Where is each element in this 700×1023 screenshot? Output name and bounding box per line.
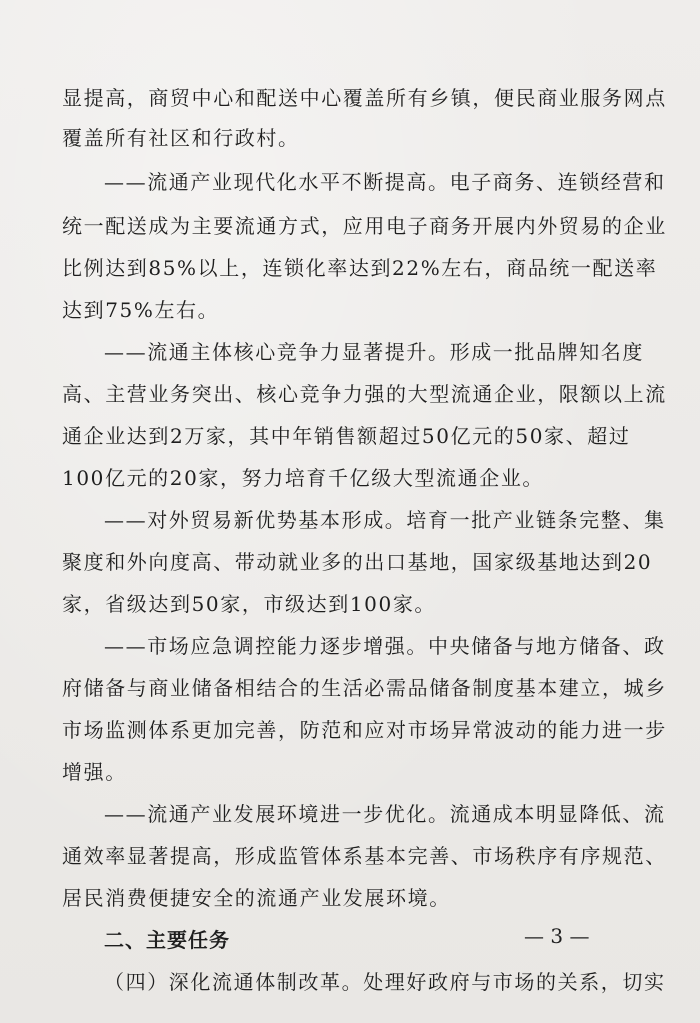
text-line: 市场监测体系更加完善，防范和应对市场异常波动的能力进一步 (62, 718, 667, 742)
text-line: ——流通产业现代化水平不断提高。电子商务、连锁经营和 (104, 170, 666, 194)
text-line: 比例达到85%以上，连锁化率达到22%左右，商品统一配送率 (62, 256, 658, 280)
text-line: ——对外贸易新优势基本形成。培育一批产业链条完整、集 (104, 508, 666, 532)
text-line: 家，省级达到50家，市级达到100家。 (62, 592, 437, 616)
text-line: ——流通产业发展环境进一步优化。流通成本明显降低、流 (104, 802, 666, 826)
text-line: 100亿元的20家，努力培育千亿级大型流通企业。 (62, 466, 545, 490)
text-line: 通效率显著提高，形成监管体系基本完善、市场秩序有序规范、 (62, 844, 667, 868)
text-line: 达到75%左右。 (62, 298, 220, 322)
page-number: — 3 — (524, 924, 590, 948)
text-line: 覆盖所有社区和行政村。 (62, 126, 300, 150)
text-line: 居民消费便捷安全的流通产业发展环境。 (62, 886, 451, 910)
text-line: 统一配送成为主要流通方式，应用电子商务开展内外贸易的企业 (62, 214, 667, 238)
text-line: 府储备与商业储备相结合的生活必需品储备制度基本建立，城乡 (62, 676, 667, 700)
text-line: 高、主营业务突出、核心竞争力强的大型流通企业，限额以上流 (62, 382, 667, 406)
text-line: ——市场应急调控能力逐步增强。中央储备与地方储备、政 (104, 634, 666, 658)
text-line: 通企业达到2万家，其中年销售额超过50亿元的50家、超过 (62, 424, 631, 448)
text-line: 增强。 (62, 760, 127, 784)
text-line: 聚度和外向度高、带动就业多的出口基地，国家级基地达到20 (62, 550, 653, 574)
text-line: 显提高，商贸中心和配送中心覆盖所有乡镇，便民商业服务网点 (62, 86, 667, 110)
text-line: ——流通主体核心竞争力显著提升。形成一批品牌知名度 (104, 340, 644, 364)
text-line: （四）深化流通体制改革。处理好政府与市场的关系，切实 (104, 970, 666, 994)
section-heading: 二、主要任务 (104, 928, 230, 952)
